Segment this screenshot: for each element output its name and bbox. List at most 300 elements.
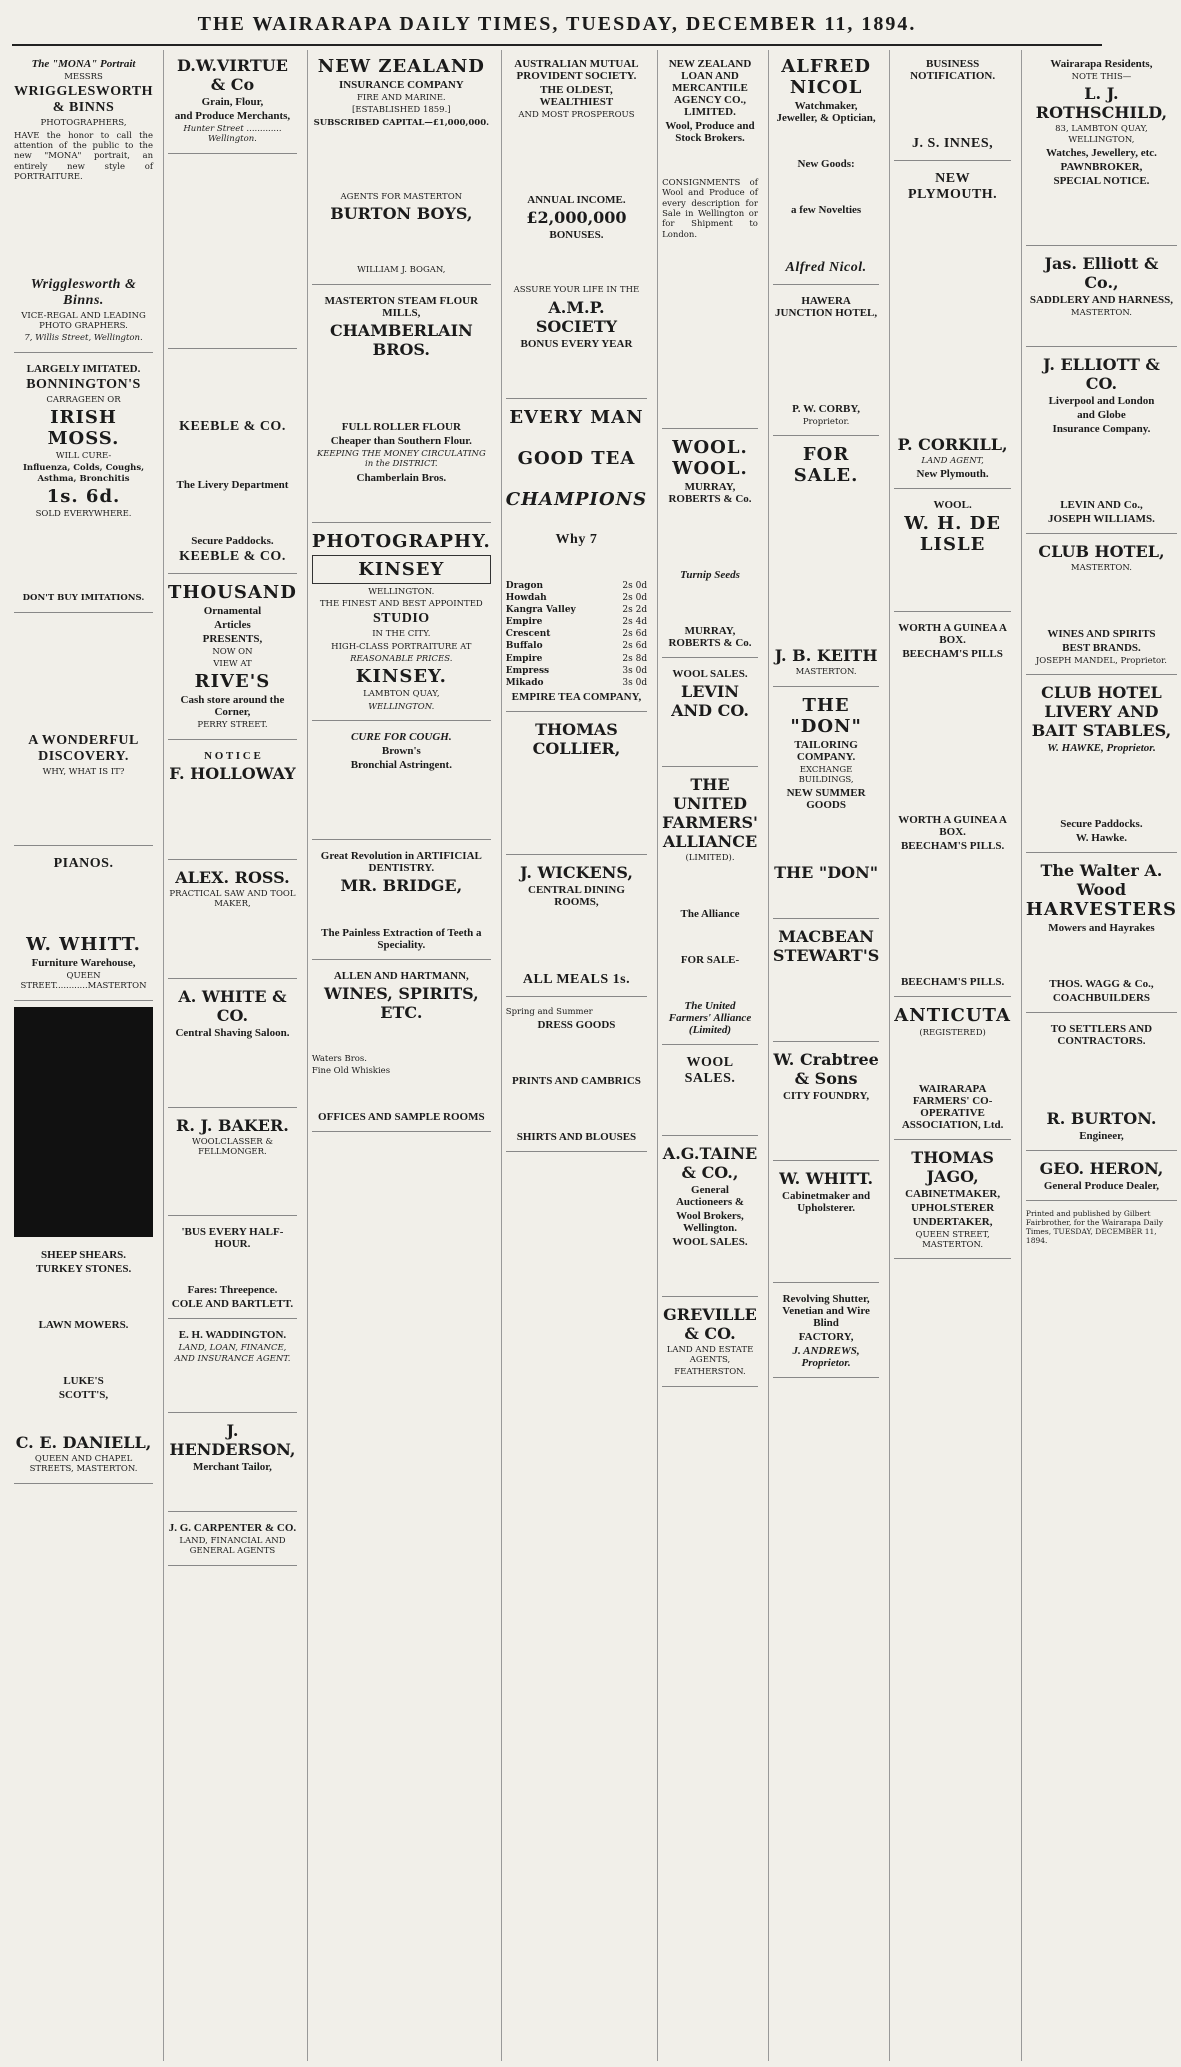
new-goods: New Goods: xyxy=(797,158,855,170)
woolwool: WOOL. WOOL. xyxy=(672,437,748,480)
livery: The Livery Department xyxy=(176,478,289,491)
notice: N O T I C E xyxy=(204,749,261,762)
globe: and Globe xyxy=(1077,409,1126,422)
high-class: HIGH-CLASS PORTRAITURE AT xyxy=(331,641,472,652)
ornamental: Ornamental xyxy=(203,604,262,617)
mill-ad xyxy=(312,289,491,523)
shirts: SHIRTS AND BLOUSES xyxy=(516,1131,637,1144)
annual-amt: £2,000,000 xyxy=(526,208,627,228)
elliott-masterton: MASTERTON. xyxy=(1070,308,1132,319)
daniell-addr: QUEEN AND CHAPEL STREETS, MASTERTON. xyxy=(29,1453,138,1475)
limited: (LIMITED). xyxy=(685,853,735,864)
macbean-ad xyxy=(773,923,879,1042)
wfc: WAIRARAPA FARMERS' CO-OPERATIVE ASSOCIATION, Ltd. xyxy=(901,1082,1004,1131)
tailoring: TAILORING COMPANY. xyxy=(794,738,858,763)
mona-title: The "MONA" Portrait xyxy=(31,58,136,70)
nz-insurance-ad xyxy=(312,52,491,285)
bus-ad xyxy=(168,1220,297,1319)
why7: Why 7 xyxy=(555,531,598,547)
view-at: VIEW AT xyxy=(213,659,252,670)
jago-queen: QUEEN STREET, MASTERTON. xyxy=(915,1229,990,1251)
mona-ad xyxy=(14,52,153,353)
ailments: Influenza, Colds, Coughs, Asthma, Bronchitis xyxy=(22,463,145,484)
ins: Insurance Company. xyxy=(1052,423,1151,436)
tea-ad xyxy=(506,403,647,712)
wagg: THOS. WAGG & Co., xyxy=(1049,978,1154,991)
tea-row: Empire 2s 8d xyxy=(505,653,648,664)
browns: Brown's xyxy=(381,745,421,758)
practical: PRACTICAL SAW AND TOOL MAKER, xyxy=(169,888,296,910)
daniell: C. E. DANIELL, xyxy=(15,1432,152,1452)
in-city: IN THE CITY. xyxy=(372,629,431,640)
sheep: SHEEP SHEARS. xyxy=(41,1248,127,1261)
wood: The Walter A. Wood xyxy=(1040,861,1163,900)
whitt-ad xyxy=(773,1165,879,1283)
taine: A.G.TAINE & CO., xyxy=(662,1143,758,1182)
general: General Auctioneers & xyxy=(675,1183,745,1208)
new-plymouth: NEW PLYMOUTH. xyxy=(908,171,998,202)
beecham-ad xyxy=(894,616,1011,997)
capital: SUBSCRIBED CAPITAL—£1,000,000. xyxy=(313,117,490,128)
andrews: J. ANDREWS, Proprietor. xyxy=(792,1345,860,1370)
kinsey-ad xyxy=(312,527,491,722)
rothschild-lambton: 83, LAMBTON QUAY, WELLINGTON, xyxy=(1055,124,1148,145)
wickens-ad xyxy=(506,859,647,997)
amp: AUSTRALIAN MUTUAL PROVIDENT SOCIETY. xyxy=(514,58,639,82)
murray-ad xyxy=(662,433,758,658)
baker-ad xyxy=(168,1112,297,1217)
club: CLUB HOTEL, xyxy=(1038,542,1165,562)
engraving-image xyxy=(14,1007,153,1237)
rothschild-ad xyxy=(1026,52,1177,246)
whitt: W. WHITT. xyxy=(26,934,141,956)
masthead-title: THE WAIRARAPA DAILY TIMES, TUESDAY, DECEMBER 11, 1894. xyxy=(197,12,917,35)
photography: PHOTOGRAPHY. xyxy=(311,530,491,552)
perry: PERRY STREET. xyxy=(197,720,268,731)
saddlery: SADDLERY AND HARNESS, xyxy=(1029,294,1174,307)
cash-store: Cash store around the Corner, xyxy=(180,694,285,719)
exchange: EXCHANGE BUILDINGS, xyxy=(798,764,854,786)
ross-ad xyxy=(168,864,297,979)
imitations: DON'T BUY IMITATIONS. xyxy=(22,593,145,604)
hawera: HAWERA JUNCTION HOTEL, xyxy=(775,295,878,319)
white: A. WHITE & CO. xyxy=(178,986,287,1025)
bus: 'BUS EVERY HALF-HOUR. xyxy=(181,1226,284,1251)
don2: THE "DON" xyxy=(774,863,879,883)
waddington: E. H. WADDINGTON. xyxy=(178,1329,287,1342)
wool-sales3: WOOL SALES. xyxy=(672,1235,748,1248)
baker-sub: WOOLCLASSER & FELLMONGER. xyxy=(191,1136,273,1157)
heron: GEO. HERON, xyxy=(1039,1159,1164,1179)
bronchial: Bronchial Astringent. xyxy=(350,759,452,772)
settlers-ad xyxy=(1026,1017,1177,1151)
new-plymouth-ad xyxy=(894,165,1011,489)
watchmaker: Watchmaker, Jeweller, & Optician, xyxy=(776,100,876,124)
undertaker: UNDERTAKER, xyxy=(912,1215,993,1228)
turnip: Turnip Seeds xyxy=(680,569,740,582)
business: BUSINESS NOTIFICATION. xyxy=(910,58,996,82)
burton: BURTON BOYS, xyxy=(330,204,473,224)
studio: STUDIO xyxy=(372,611,430,627)
harvesters: HARVESTERS xyxy=(1025,899,1177,921)
carpenter: J. G. CARPENTER & CO. xyxy=(168,1521,297,1534)
chamberlain2: Chamberlain Bros. xyxy=(356,471,447,484)
keith: J. B. KEITH xyxy=(774,646,878,666)
scott: SCOTT'S, xyxy=(58,1388,109,1401)
messrs: MESSRS xyxy=(64,72,103,82)
all-meals: ALL MEALS 1s. xyxy=(522,971,631,987)
grain: Grain, Flour, xyxy=(201,96,264,108)
for-sale: FOR SALE. xyxy=(793,444,859,487)
reasonable: REASONABLE PRICES. xyxy=(350,653,453,664)
beechams2: BEECHAM'S PILLS. xyxy=(900,840,1005,853)
wool-sales2: WOOL SALES. xyxy=(684,1054,736,1086)
pianos: PIANOS. xyxy=(53,856,114,872)
burton: R. BURTON. xyxy=(1046,1109,1157,1129)
column-6 xyxy=(768,50,883,2061)
insurance: INSURANCE COMPANY xyxy=(338,79,464,91)
masthead xyxy=(12,4,1102,46)
sold: SOLD EVERYWHERE. xyxy=(35,509,132,520)
innes: J. S. INNES, xyxy=(912,136,994,151)
coachbuilders: COACHBUILDERS xyxy=(1052,992,1151,1005)
tea-row: Mikado 3s 0d xyxy=(505,677,648,688)
photographers: PHOTOGRAPHERS, xyxy=(40,118,127,129)
lambton: LAMBTON QUAY, xyxy=(363,689,440,700)
virtue-street: Hunter Street ............. Wellington. xyxy=(183,124,282,145)
keeble: KEEBLE & CO. xyxy=(179,418,286,434)
produce: and Produce Merchants, xyxy=(174,110,291,122)
for-sale: FOR SALE- xyxy=(680,953,740,966)
murray2: MURRAY, ROBERTS & Co. xyxy=(668,625,752,650)
imprint: Printed and published by Gilbert Fairbrother, for the Wairarapa Daily Times, TUESDAY, DECEMBER 11, 1894. xyxy=(1025,1208,1163,1245)
nicol-ad xyxy=(773,52,879,285)
dealer: General Produce Dealer, xyxy=(1043,1180,1160,1193)
bonnington-ad xyxy=(14,357,153,613)
column-3 xyxy=(307,50,495,2061)
revolution: Great Revolution in ARTIFICIAL DENTISTRY. xyxy=(320,850,482,875)
levin: LEVIN AND Co., xyxy=(1060,499,1143,512)
pianos-ad xyxy=(14,850,153,1001)
united2: The United Farmers' Alliance (Limited) xyxy=(668,999,752,1036)
thousand: THOUSAND xyxy=(168,581,297,603)
stables-ad xyxy=(1026,679,1177,853)
column-1 xyxy=(10,50,157,2061)
united: THE UNITED FARMERS' ALLIANCE xyxy=(662,775,758,852)
keeble2: KEEBLE & CO. xyxy=(179,548,286,564)
new-summer: NEW SUMMER GOODS xyxy=(786,787,866,812)
wool-sales2-ad xyxy=(662,1049,758,1136)
secure: Secure Paddocks. xyxy=(191,534,274,547)
mowers: Mowers and Hayrakes xyxy=(1048,922,1155,935)
crabtree: W. Crabtree & Sons xyxy=(773,1050,879,1089)
bonnington: BONNINGTON'S xyxy=(26,376,141,392)
column-2 xyxy=(163,50,301,2061)
wood-ad xyxy=(1026,857,1177,1013)
tea-row: Dragon 2s 0d xyxy=(505,580,648,591)
rive: RIVE'S xyxy=(194,671,271,693)
racing-ad xyxy=(168,158,297,349)
lawn: LAWN MOWERS. xyxy=(38,1318,129,1331)
hawera-ad xyxy=(773,289,879,436)
innes-ad xyxy=(894,52,1011,161)
spring: Spring and Summer xyxy=(505,1006,593,1017)
holloway-ad xyxy=(168,744,297,860)
prints: PRINTS AND CAMBRICS xyxy=(511,1075,641,1088)
tea-row: Empire 2s 4d xyxy=(505,617,648,628)
levin: LEVIN AND CO. xyxy=(671,682,749,721)
column-7 xyxy=(889,50,1015,2061)
wool: WOOL. xyxy=(933,499,972,512)
secure: Secure Paddocks. xyxy=(1060,818,1143,831)
allen: ALLEN AND HARTMANN, xyxy=(333,970,469,983)
price: 1s. 6d. xyxy=(46,486,121,508)
amp-ad xyxy=(506,52,647,399)
alex: ALEX. ROSS. xyxy=(175,867,290,887)
greville: GREVILLE & CO. xyxy=(663,1304,757,1343)
land: LAND, LOAN, FINANCE, AND INSURANCE AGENT. xyxy=(174,1343,291,1364)
few-novelties: a few Novelties xyxy=(790,204,862,216)
don-ad xyxy=(773,691,879,920)
baker: R. J. BAKER. xyxy=(176,1115,289,1135)
mona-body: HAVE the honor to call the attention of the public to the new "MONA" portrait, an entirely new style of PORTRAITURE. xyxy=(14,130,154,183)
central-dining: CENTRAL DINING ROOMS, xyxy=(528,883,625,908)
keith-masterton: MASTERTON. xyxy=(795,667,857,678)
drapery-ad xyxy=(506,1001,647,1152)
allen-ad xyxy=(312,964,491,1132)
note: NOTE THIS— xyxy=(1071,72,1132,82)
tea-row: Crescent 2s 6d xyxy=(505,629,648,640)
lisle-ad xyxy=(894,493,1011,612)
featherston: FEATHERSTON. xyxy=(674,1367,746,1378)
revolving-ad xyxy=(773,1287,879,1378)
painless: The Painless Extraction of Teeth a Speciality. xyxy=(321,927,482,952)
column-4 xyxy=(501,50,651,2061)
jago-ad xyxy=(894,1144,1011,1260)
cabinet: Cabinetmaker and Upholsterer. xyxy=(782,1190,871,1215)
finest: THE FINEST AND BEST APPOINTED xyxy=(319,598,483,609)
henderson-ad xyxy=(168,1417,297,1512)
most: AND MOST PROSPEROUS xyxy=(518,110,635,120)
factory: FACTORY, xyxy=(798,1331,854,1344)
good-tea: GOOD TEA xyxy=(517,447,636,469)
hawke2: W. Hawke. xyxy=(1075,832,1128,845)
elliott2: J. ELLIOTT & CO. xyxy=(1043,355,1160,394)
alfred: ALFRED NICOL xyxy=(781,56,871,98)
watches: Watches, Jewellery, etc. xyxy=(1046,147,1157,160)
nzlma-ad xyxy=(662,52,758,429)
kinsey: KINSEY xyxy=(358,558,445,580)
club-masterton: MASTERTON. xyxy=(1070,563,1132,574)
holloway: F. HOLLOWAY xyxy=(169,763,296,783)
agent: AGENTS FOR MASTERTON xyxy=(340,192,463,203)
thomas: THOMAS COLLIER, xyxy=(532,719,621,758)
tea-list xyxy=(506,580,647,689)
revolving: Revolving Shutter, Venetian and Wire Blind xyxy=(782,1293,870,1330)
wonderful: A WONDERFUL DISCOVERY. xyxy=(28,732,139,764)
anticuta-ad xyxy=(894,1001,1011,1139)
tailor: Merchant Tailor, xyxy=(193,1460,272,1473)
amp-society: A.M.P. SOCIETY xyxy=(535,297,618,336)
champions: CHAMPIONS xyxy=(505,488,648,510)
keeble-ad xyxy=(168,353,297,574)
rive-ad xyxy=(168,578,297,740)
anticuta: ANTICUTA xyxy=(894,1005,1011,1027)
chamberlain: CHAMBERLAIN BROS. xyxy=(329,320,473,359)
registered: (REGISTERED) xyxy=(919,1028,986,1039)
stables: CLUB HOTEL LIVERY AND BAIT STABLES, xyxy=(1031,683,1172,741)
articles: Articles xyxy=(214,618,251,631)
every-man: EVERY MAN xyxy=(509,406,644,428)
carrageen: CARRAGEEN OR xyxy=(46,394,121,405)
bridge: MR. BRIDGE, xyxy=(340,876,463,896)
elliott-ad xyxy=(1026,250,1177,347)
offices: OFFICES AND SAMPLE ROOMS xyxy=(318,1110,485,1123)
corby: P. W. CORBY, xyxy=(792,403,861,415)
full-roller: FULL ROLLER FLOUR xyxy=(341,420,461,433)
furniture: Furniture Warehouse, xyxy=(31,957,136,970)
special: SPECIAL NOTICE. xyxy=(1053,175,1150,188)
cure: CURE FOR COUGH. xyxy=(351,731,452,744)
best: BEST BRANDS. xyxy=(1062,641,1141,654)
for-sale-ad xyxy=(773,440,879,686)
land-agent: LAND AGENT, xyxy=(921,456,984,466)
crabtree-ad xyxy=(773,1046,879,1161)
bonuses: BONUSES. xyxy=(549,229,604,242)
fine-old: Fine Old Whiskies xyxy=(311,1066,391,1077)
worth2: WORTH A GUINEA A BOX. xyxy=(898,814,1007,839)
corkill: P. CORKILL, xyxy=(897,435,1008,454)
foundry: CITY FOUNDRY, xyxy=(782,1090,870,1103)
corby-proprietor: Proprietor. xyxy=(802,417,850,427)
wrigglesworth: WRIGGLESWORTH & BINNS xyxy=(14,84,154,116)
turkey: TURKEY STONES. xyxy=(35,1262,132,1275)
virtue-ad xyxy=(168,52,297,154)
carpenter-sub: LAND, FINANCIAL AND GENERAL AGENTS xyxy=(179,1535,286,1557)
club-ad xyxy=(1026,538,1177,675)
wickens: J. WICKENS, xyxy=(519,862,633,882)
keeping: KEEPING THE MONEY CIRCULATING in the DISTRICT. xyxy=(316,448,486,470)
cabinetmaker: CABINETMAKER, xyxy=(905,1187,1001,1200)
collier-ad xyxy=(506,716,647,855)
insurance-ad xyxy=(1026,351,1177,534)
don: THE "DON" xyxy=(790,694,862,737)
hawke: W. HAWKE, Proprietor. xyxy=(1047,742,1156,755)
lisle: W. H. DE LISLE xyxy=(904,513,1002,556)
dress: DRESS GOODS xyxy=(537,1019,616,1032)
discovery-ad xyxy=(14,617,153,846)
largely: LARGELY IMITATED. xyxy=(26,362,141,375)
wines: WINES AND SPIRITS xyxy=(1047,627,1156,640)
rothschild: L. J. ROTHSCHILD, xyxy=(1035,84,1168,123)
henderson: J. HENDERSON, xyxy=(169,1420,296,1459)
bogan: WILLIAM J. BOGAN, xyxy=(357,265,446,276)
nzlma: NEW ZEALAND LOAN AND MERCANTILE AGENCY CO., LIMITED. xyxy=(668,58,752,118)
mandel: JOSEPH MANDEL, Proprietor. xyxy=(1035,655,1167,666)
central-shaving: Central Shaving Saloon. xyxy=(175,1026,290,1039)
engineer: Engineer, xyxy=(1079,1130,1124,1143)
columns xyxy=(10,50,1177,2061)
hardware-ad xyxy=(14,1243,153,1484)
tea-row: Howdah 2s 0d xyxy=(505,592,648,603)
waters: Waters Bros. xyxy=(311,1054,367,1065)
oldest: THE OLDEST, WEALTHIEST xyxy=(539,84,614,108)
wellington2: WELLINGTON. xyxy=(368,701,435,712)
kinsey-wellington: WELLINGTON. xyxy=(368,586,435,597)
levin-ad xyxy=(662,662,758,767)
annual: ANNUAL INCOME. xyxy=(527,194,626,207)
beechams3: BEECHAM'S PILLS. xyxy=(900,976,1005,989)
bonus-every: BONUS EVERY YEAR xyxy=(520,337,633,350)
new-plymouth2: New Plymouth. xyxy=(916,468,989,481)
fire: FIRE AND MARINE. xyxy=(357,93,446,103)
wairarapa: Wairarapa Residents, xyxy=(1050,58,1153,70)
tea-row: Buffalo 2s 6d xyxy=(505,641,648,652)
alfred2: Alfred Nicol. xyxy=(785,260,867,275)
est: [ESTABLISHED 1859.] xyxy=(352,105,451,116)
elliott: Jas. Elliott & Co., xyxy=(1044,254,1159,293)
irish-moss: IRISH MOSS. xyxy=(47,406,120,449)
liverpool: Liverpool and London xyxy=(1048,395,1155,408)
tea-row: Kangra Valley 2s 2d xyxy=(505,605,648,615)
worth: WORTH A GUINEA A BOX. xyxy=(898,622,1007,647)
jago: THOMAS JAGO, xyxy=(911,1147,994,1186)
column-8 xyxy=(1021,50,1181,2061)
upholsterer: UPHOLSTERER xyxy=(911,1201,995,1214)
column-5 xyxy=(657,50,762,2061)
cole: COLE AND BARTLETT. xyxy=(171,1298,294,1311)
now-on: NOW ON xyxy=(212,646,253,657)
empire-co: EMPIRE TEA COMPANY, xyxy=(511,690,642,703)
vice-regal: VICE-REGAL AND LEADING PHOTO GRAPHERS. xyxy=(21,310,146,331)
beechams: BEECHAM'S PILLS xyxy=(902,648,1003,661)
assure: ASSURE YOUR LIFE IN THE xyxy=(513,285,640,296)
willis: 7, Willis Street, Wellington. xyxy=(24,333,143,344)
greville-ad xyxy=(662,1301,758,1387)
kinsey2: KINSEY. xyxy=(355,666,447,688)
murray: MURRAY, ROBERTS & Co. xyxy=(668,481,752,506)
carpenter-ad xyxy=(168,1516,297,1566)
cheaper: Cheaper than Southern Flour. xyxy=(330,434,472,447)
wool-produce: Wool, Produce and Stock Brokers. xyxy=(665,120,755,144)
pawnbroker: PAWNBROKER, xyxy=(1060,161,1143,174)
tea-row: Empress 3s 0d xyxy=(505,665,648,676)
fares: Fares: Threepence. xyxy=(187,1284,278,1297)
white-ad xyxy=(168,983,297,1108)
cough-ad xyxy=(312,725,491,840)
waddington-ad xyxy=(168,1323,297,1413)
dentistry-ad xyxy=(312,844,491,960)
settlers: TO SETTLERS AND CONTRACTORS. xyxy=(1050,1023,1153,1048)
macbean: MACBEAN STEWART'S xyxy=(772,927,880,966)
virtue: D.W.VIRTUE & Co xyxy=(177,56,288,94)
presents: PRESENTS, xyxy=(202,632,263,645)
will-cure: WILL CURE- xyxy=(55,450,112,461)
wool-brokers: Wool Brokers, Wellington. xyxy=(676,1209,744,1234)
williams: JOSEPH WILLIAMS. xyxy=(1048,513,1155,526)
wines: WINES, SPIRITS, ETC. xyxy=(323,984,479,1023)
luke: LUKE'S xyxy=(63,1374,104,1387)
heron-ad xyxy=(1026,1155,1177,1201)
nz: NEW ZEALAND xyxy=(317,56,485,77)
united-ad xyxy=(662,771,758,1044)
consignments: CONSIGNMENTS of Wool and Produce of every description for Sale in Wellington or for Shipment to London. xyxy=(662,178,758,240)
queen: QUEEN STREET............MASTERTON xyxy=(20,971,147,992)
wb-second: Wrigglesworth & Binns. xyxy=(30,276,137,308)
masterton-mill: MASTERTON STEAM FLOUR MILLS, xyxy=(324,294,479,319)
whitt: W. WHITT. xyxy=(779,1169,874,1189)
wool-sales: WOOL SALES. xyxy=(672,668,748,681)
